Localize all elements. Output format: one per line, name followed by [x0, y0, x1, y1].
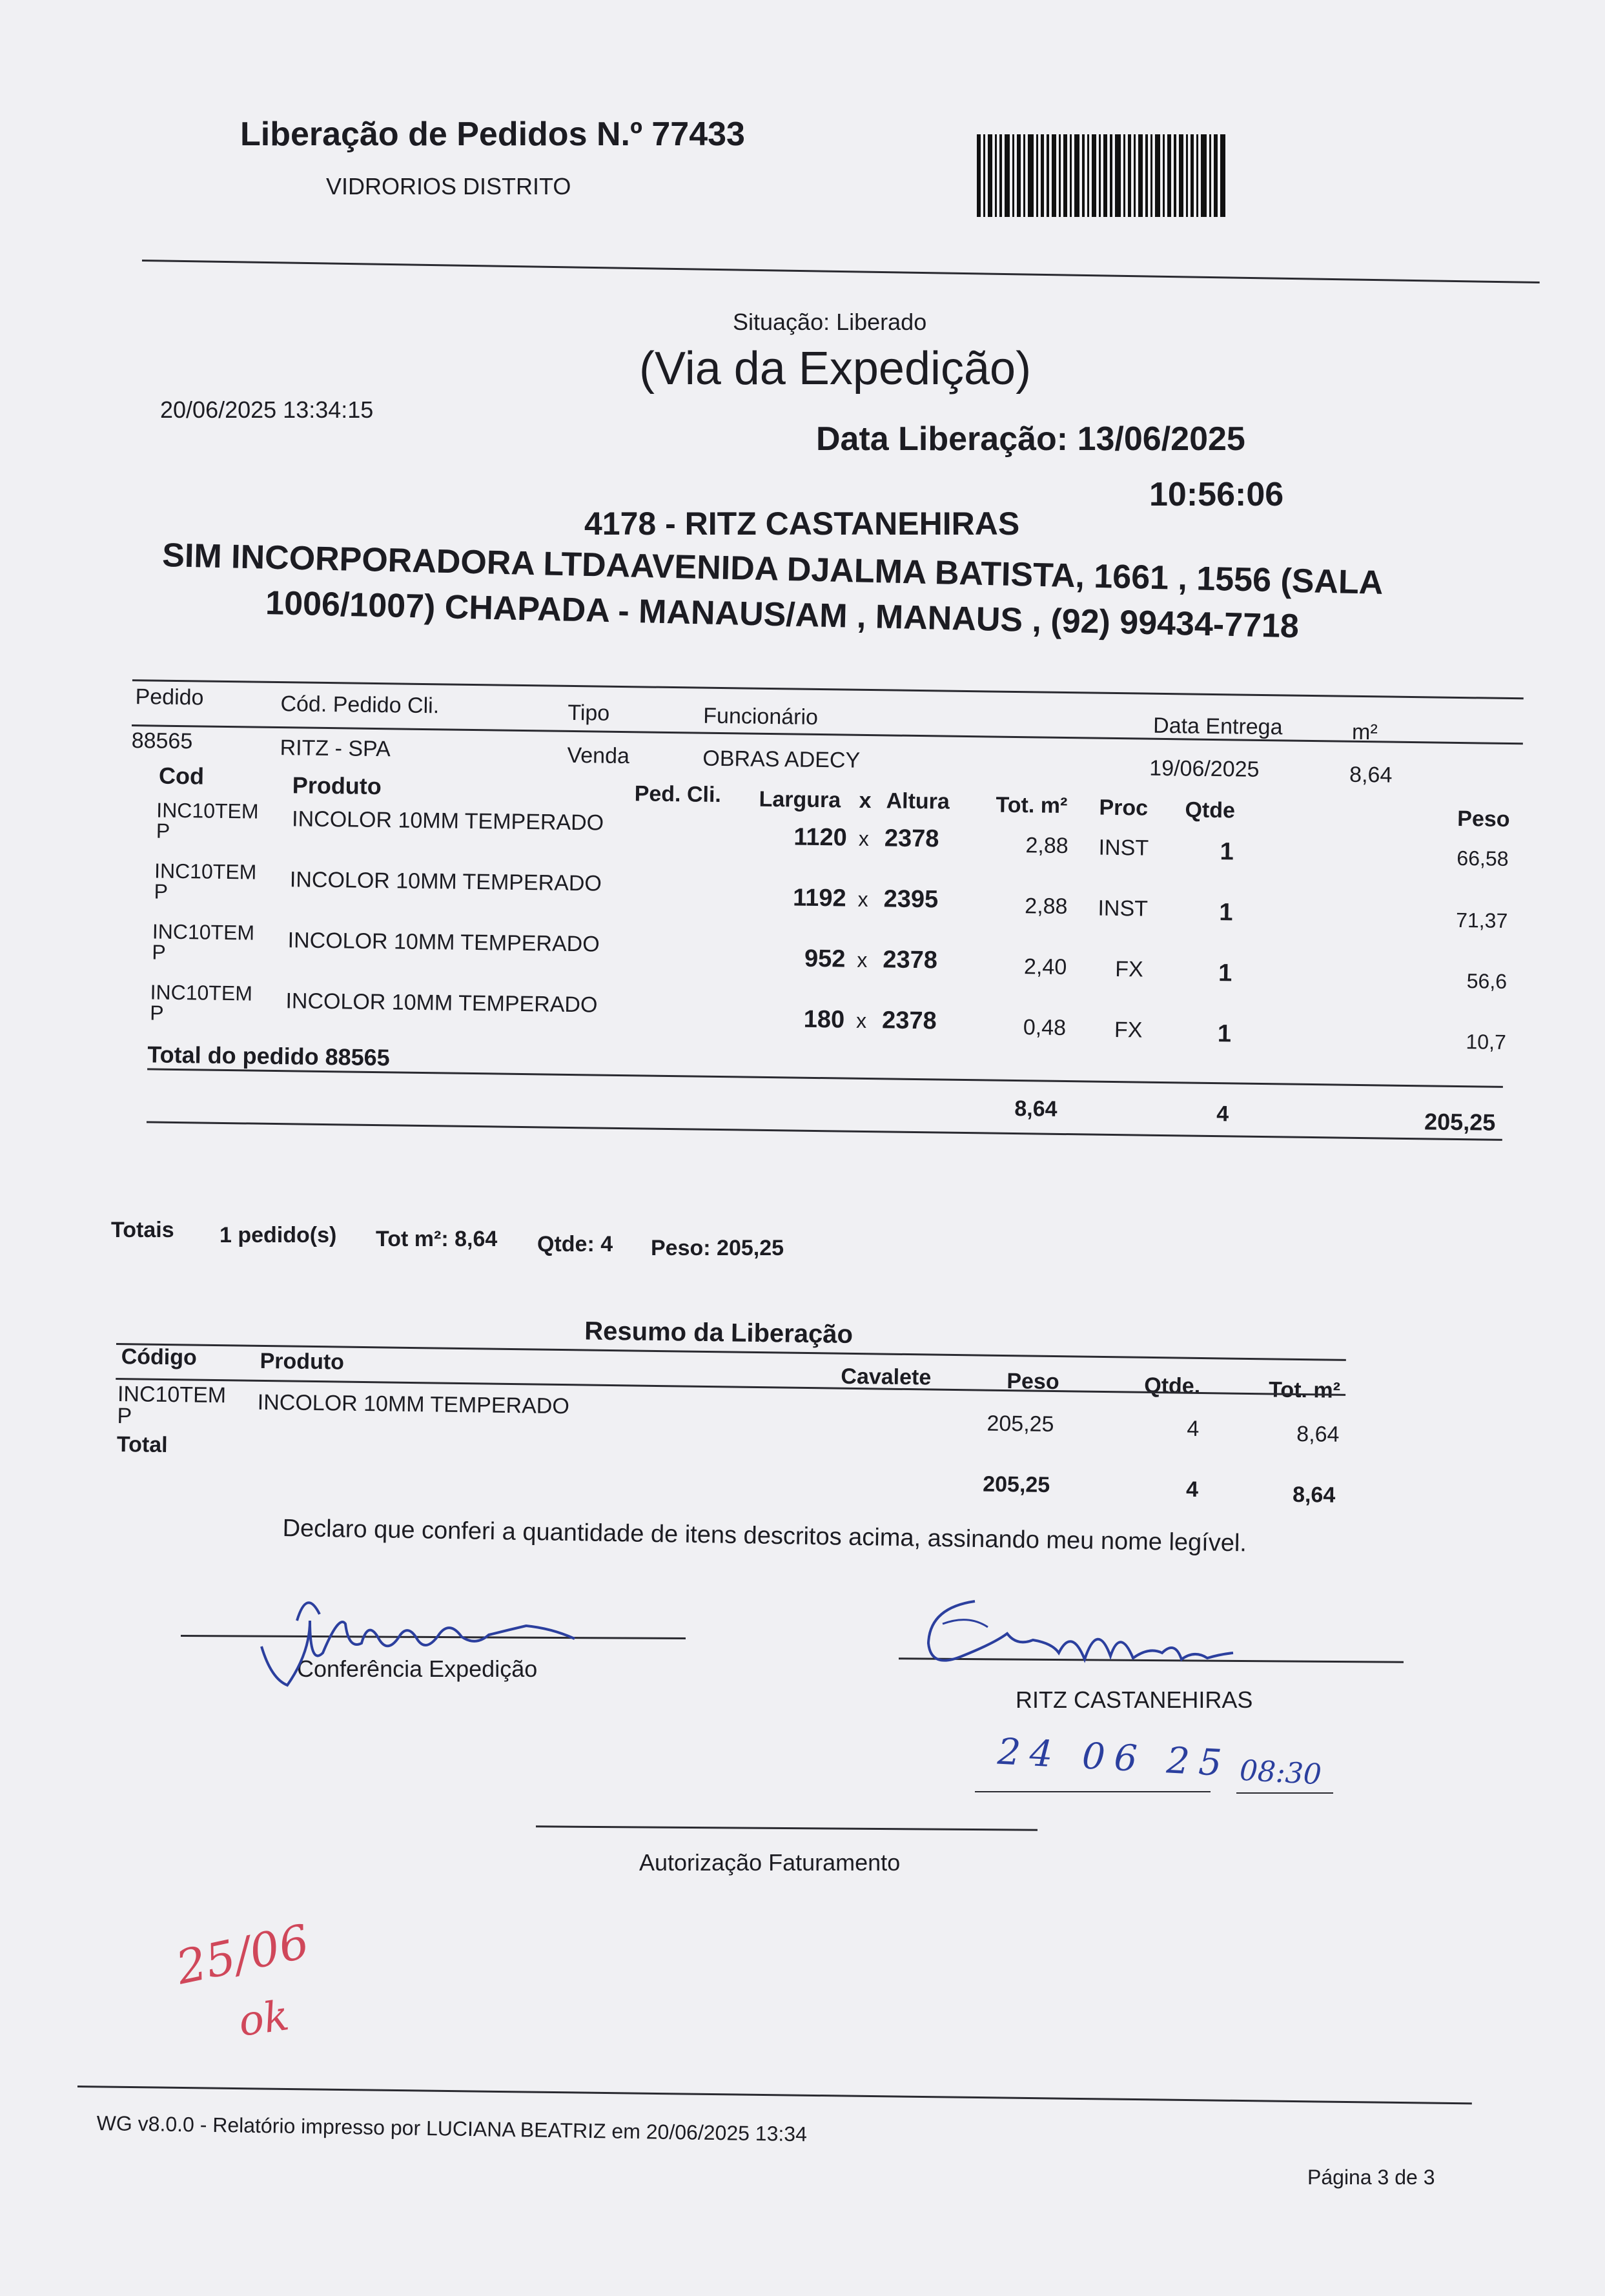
col-largura: Largura [759, 786, 841, 813]
summary-tot-m2: 8,64 [1296, 1421, 1340, 1447]
summary-total-m2: 8,64 [1292, 1482, 1336, 1508]
conferencia-label: Conferência Expedição [297, 1655, 538, 1682]
item-qtde: 1 [1219, 899, 1233, 927]
item-qtde: 1 [1220, 838, 1234, 866]
col-proc: Proc [1099, 795, 1149, 821]
page-number: Página 3 de 3 [1307, 2166, 1435, 2189]
summary-produto: INCOLOR 10MM TEMPERADO [257, 1389, 570, 1419]
item-qtde: 1 [1217, 1020, 1232, 1048]
summary-col-cavalete: Cavalete [841, 1364, 932, 1390]
item-altura: 2378 [884, 825, 939, 853]
summary-cod: INC10TEM [117, 1382, 227, 1408]
m2-value: 8,64 [1349, 762, 1393, 788]
totals-peso: Peso: 205,25 [651, 1236, 784, 1260]
item-cod-suffix: P [149, 1001, 164, 1025]
col-cod: Cod [158, 762, 205, 790]
order-total-label: Total do pedido 88565 [147, 1041, 391, 1071]
totals-qtde: Qtde: 4 [537, 1232, 613, 1256]
col-tot-m2: Tot. m² [996, 792, 1068, 819]
summary-cod-suffix: P [117, 1404, 132, 1429]
item-altura: 2395 [883, 885, 939, 914]
item-proc: FX [1114, 957, 1143, 982]
item-peso: 56,6 [1466, 969, 1508, 993]
col-cod-cli: Cód. Pedido Cli. [280, 692, 440, 719]
item-cod: INC10TEM [150, 980, 253, 1005]
col-altura: Altura [886, 788, 950, 814]
funcionario-value: OBRAS ADECY [702, 746, 861, 773]
col-data-entrega: Data Entrega [1152, 713, 1283, 740]
item-qtde: 1 [1218, 959, 1232, 987]
item-largura: 180 [803, 1005, 845, 1034]
item-peso: 66,58 [1457, 846, 1509, 870]
col-x: x [859, 788, 872, 814]
totals-pedidos: 1 pedido(s) [220, 1223, 337, 1247]
item-tot-m2: 0,48 [1023, 1015, 1067, 1041]
summary-total-qtde: 4 [1185, 1477, 1199, 1502]
totals-m2: Tot m²: 8,64 [376, 1227, 498, 1251]
item-x: x [857, 887, 868, 912]
item-largura: 952 [804, 945, 846, 973]
item-cod: INC10TEM [156, 798, 259, 823]
date-underline [975, 1791, 1211, 1792]
data-entrega-value: 19/06/2025 [1149, 755, 1260, 782]
order-total-peso: 205,25 [1424, 1108, 1496, 1136]
client-sign-time: 08:30 [1238, 1754, 1323, 1792]
col-tipo: Tipo [567, 700, 610, 726]
item-largura: 1192 [792, 884, 846, 912]
col-produto: Produto [292, 772, 382, 800]
summary-col-qtde: Qtde. [1144, 1373, 1201, 1399]
col-pedido: Pedido [135, 684, 204, 710]
release-time: 10:56:06 [1149, 476, 1284, 513]
item-cod-suffix: P [156, 819, 170, 843]
item-altura: 2378 [881, 1007, 937, 1035]
col-peso: Peso [1457, 806, 1510, 832]
item-produto: INCOLOR 10MM TEMPERADO [287, 928, 600, 957]
cod-cli-value: RITZ - SPA [280, 735, 391, 762]
col-funcionario: Funcionário [703, 703, 819, 730]
client-name: 4178 - RITZ CASTANEHIRAS [584, 506, 1020, 542]
handwritten-date: 25/06 [171, 1914, 314, 1995]
summary-qtde: 4 [1187, 1416, 1200, 1441]
col-qtde: Qtde [1185, 797, 1236, 823]
client-signature-label: RITZ CASTANEHIRAS [1016, 1686, 1253, 1713]
item-tot-m2: 2,88 [1025, 833, 1068, 859]
item-proc: FX [1114, 1018, 1143, 1043]
item-cod-suffix: P [154, 879, 169, 903]
item-x: x [855, 1009, 867, 1032]
summary-title: Resumo da Liberação [584, 1317, 854, 1349]
footer-rule [77, 2086, 1472, 2104]
order-total-m2: 8,64 [1014, 1096, 1058, 1122]
client-address-line2: 1006/1007) CHAPADA - MANAUS/AM , MANAUS , (92) 99434-7718 [265, 584, 1300, 646]
item-tot-m2: 2,88 [1025, 894, 1068, 919]
item-altura: 2378 [883, 946, 938, 974]
client-sign-date: 24 06 25 [996, 1730, 1232, 1785]
handwritten-ok: ok [236, 1991, 292, 2047]
summary-peso: 205,25 [987, 1411, 1054, 1437]
summary-col-tot-m2: Tot. m² [1268, 1377, 1341, 1403]
summary-col-produto: Produto [260, 1348, 345, 1375]
summary-col-codigo: Código [121, 1344, 198, 1370]
item-proc: INST [1098, 896, 1149, 921]
item-cod: INC10TEM [154, 859, 257, 884]
client-signature [904, 1582, 1240, 1698]
item-largura: 1120 [793, 823, 848, 852]
item-cod-suffix: P [152, 940, 167, 964]
item-proc: INST [1098, 835, 1149, 861]
footer-printed-by: WG v8.0.0 - Relatório impresso por LUCIANA BEATRIZ em 20/06/2025 13:34 [96, 2111, 808, 2146]
document-title: Liberação de Pedidos N.º 77433 [240, 116, 745, 153]
release-date: Data Liberação: 13/06/2025 [816, 420, 1245, 458]
order-total-qtde: 4 [1216, 1102, 1229, 1127]
autorizacao-signature-line [536, 1825, 1038, 1830]
client-address-line1: SIM INCORPORADORA LTDAAVENIDA DJALMA BATISTA, 1661 , 1556 (SALA [161, 536, 1384, 602]
col-ped-cli: Ped. Cli. [634, 781, 722, 808]
pedido-value: 88565 [131, 728, 193, 754]
autorizacao-label: Autorização Faturamento [639, 1849, 901, 1876]
declaration-text: Declaro que conferi a quantidade de itens descritos acima, assinando meu nome legível. [282, 1515, 1247, 1557]
copy-label: (Via da Expedição) [639, 343, 1032, 395]
item-peso: 71,37 [1455, 908, 1508, 932]
time-underline [1236, 1792, 1333, 1794]
status-text: Situação: Liberado [733, 309, 927, 335]
print-datetime: 20/06/2025 13:34:15 [160, 396, 374, 423]
item-x: x [857, 948, 868, 972]
item-produto: INCOLOR 10MM TEMPERADO [291, 806, 604, 835]
item-x: x [858, 826, 870, 851]
summary-total-label: Total [116, 1432, 168, 1458]
summary-col-peso: Peso [1007, 1369, 1059, 1395]
totals-label: Totais [111, 1218, 174, 1242]
summary-total-peso: 205,25 [983, 1471, 1050, 1497]
tipo-value: Venda [567, 743, 630, 769]
col-m2: m² [1351, 719, 1378, 745]
item-tot-m2: 2,40 [1023, 954, 1067, 980]
conferencia-signature [249, 1575, 584, 1705]
item-cod: INC10TEM [152, 919, 255, 945]
item-peso: 10,7 [1466, 1030, 1507, 1054]
company-name: VIDRORIOS DISTRITO [326, 173, 571, 200]
item-produto: INCOLOR 10MM TEMPERADO [289, 867, 602, 896]
item-produto: INCOLOR 10MM TEMPERADO [285, 989, 598, 1018]
